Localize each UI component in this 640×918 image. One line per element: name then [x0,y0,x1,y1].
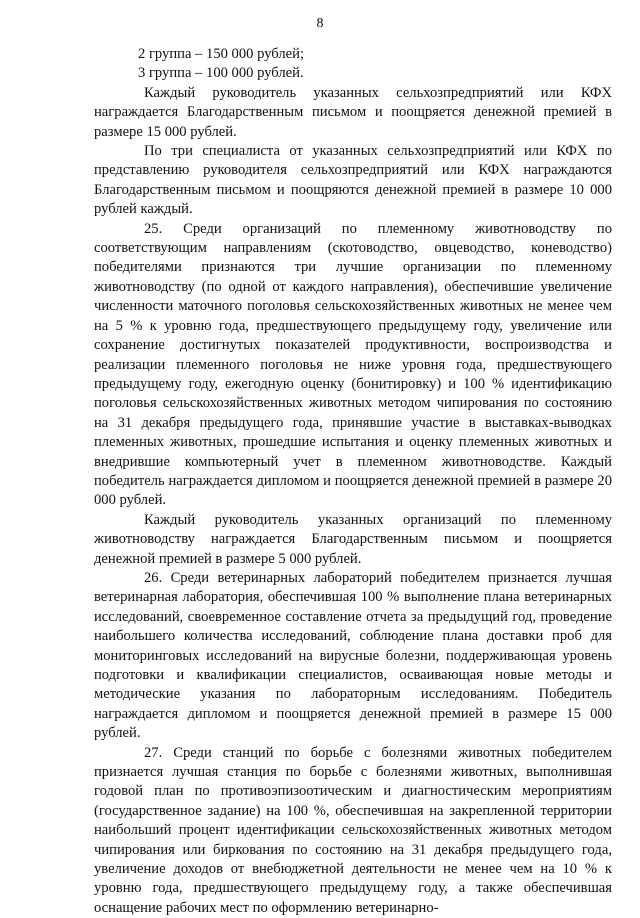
list-line: 3 группа – 100 000 рублей. [138,65,304,82]
paragraph: По три специалиста от указанных сельхозпредприятий или КФХ по представлению руководителя сельхозпредприятий или КФХ награждаются Благодарственным письмом и поощряются денежной премией в размере 10 000 рублей каждый. [94,143,612,218]
page-number: 8 [316,16,324,31]
paragraph: Каждый руководитель указанных организаций по племенному животноводству награждается Благодарственным письмом и поощряется денежной премией в размере 5 000 рублей. [94,511,612,567]
paragraph-item-25: 25. Среди организаций по племенному животноводству по соответствующим направлениям (скотоводство, овцеводство, коневодство) победителями признаются три лучшие организации по племенному животноводству (по одной от каждого направления), обеспечившие увеличение численности маточного поголовья сельскохозяйственных животных не менее чем на 5 % к уровню года, предшествующего предыдущему году, увеличение или сохранение достигнутых показателей продуктивности, воспроизводства и реализации племенного поголовья не ниже уровня года, предшествующего предыдущему году, ежегодную оценку (бонитировку) и 100 % идентификацию поголовья сельскохозяйственных животных методом чипирования по состоянию на 31 декабря предыдущего года, принявшие участие в выставках-выводках племенных животных, прошедшие испытания и оценку племенных животных и внедрившие компьютерный учет в племенном животноводстве. Каждый победитель награждается дипломом и поощряется денежной премией в размере 20 000 рублей. [94,220,612,509]
paragraph: Каждый руководитель указанных сельхозпредприятий или КФХ награждается Благодарственным письмом и поощряется денежной премией в размере 15 000 рублей. [94,84,612,140]
paragraph-item-27: 27. Среди станций по борьбе с болезнями животных победителем признается лучшая станция по борьбе с болезнями животных, выполнившая годовой план по противоэпизоотическим и диагностическим мероприятиям (государственное задание) на 100 %, обеспечившая на закрепленной территории наибольший процент идентификации сельскохозяйственных животных методом чипирования или биркования по состоянию на 31 декабря предыдущего года, увеличение доходов от внебюджетной деятельности не менее чем на 10 % к уровню года, предшествующего предыдущему году, а также обеспечившая оснащение рабочих мест по оформлению ветеринарно- [94,744,612,916]
document-body [94,45,612,918]
paragraph-item-26: 26. Среди ветеринарных лабораторий победителем признается лучшая ветеринарная лаборатория, обеспечившая 100 % выполнение плана ветеринарных исследований, своевременное составление отчета за предыдущий год, проведение наибольшего количества исследований, соблюдение плана доставки проб для мониторинговых исследований на вирусные болезни, поддерживающая уровень подготовки и квалификации специалистов, осваивающая новые методы и методические указания по лабораторным исследованиям. Победитель награждается дипломом и поощряется денежной премией в размере 15 000 рублей. [94,569,612,742]
list-line: 2 группа – 150 000 рублей; [138,46,304,62]
